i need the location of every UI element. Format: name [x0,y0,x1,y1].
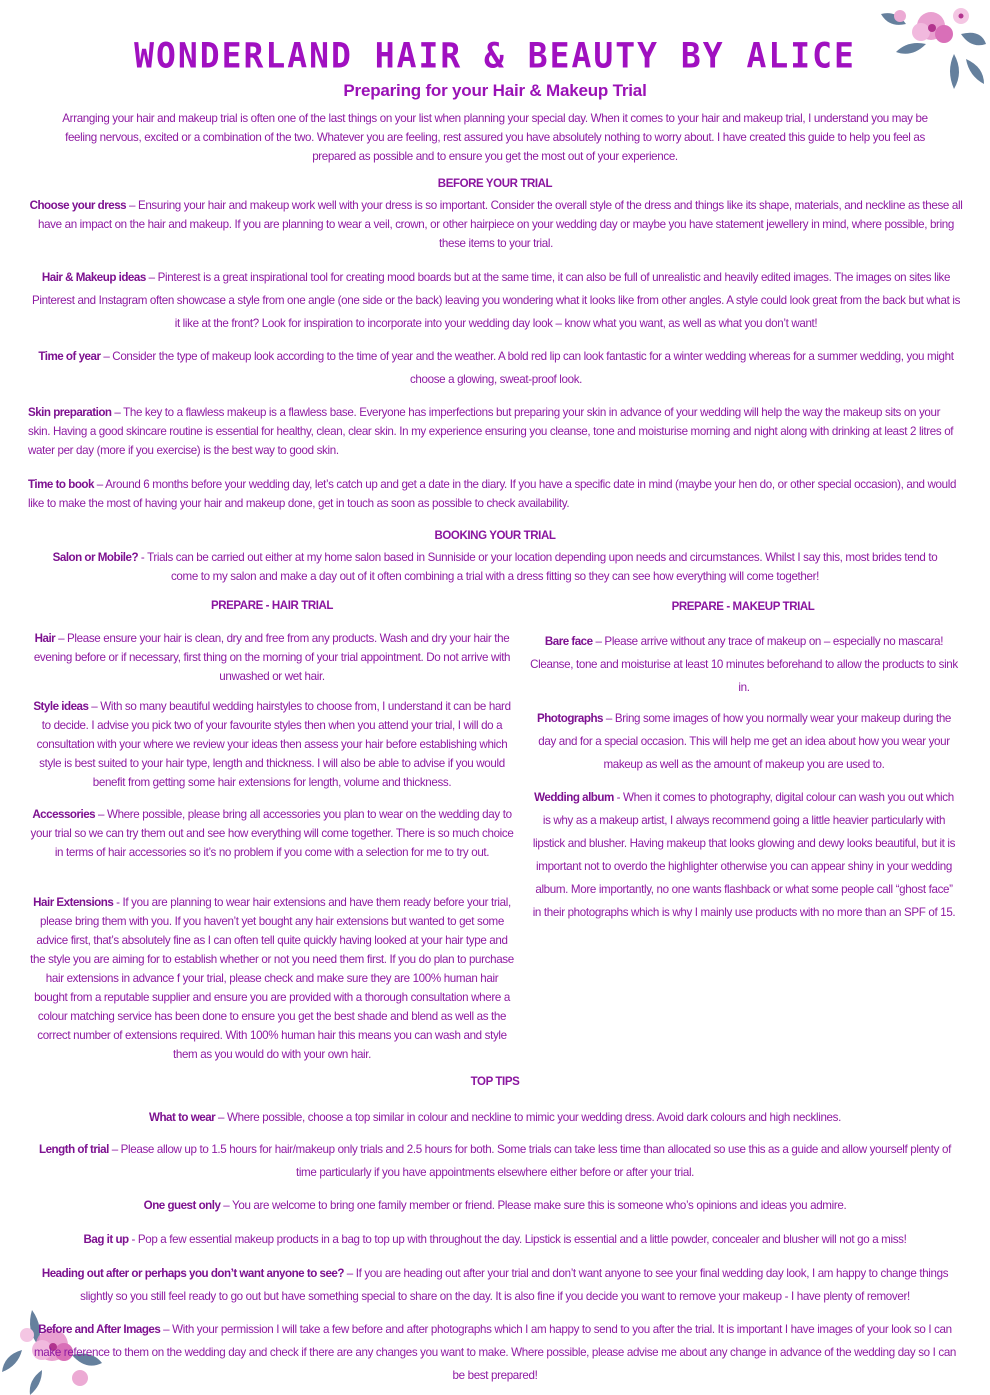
hair-item-label: Hair Extensions [33,896,114,909]
before-item-text: – Ensuring your hair and makeup work well with your dress is so important. Consider the overall style of the dress and things like its shape, materials, and neckline as these all have an impact on the hair and makeup. If you are planning to wear a veil, crown, or other hairpiece on your wedding day or maybe you have statement jewellery in mind, where possible, bring these items to your trial. [37,199,963,250]
brand-title: WONDERLAND HAIR & BEAUTY BY ALICE [134,35,856,76]
hair-item [28,805,516,862]
before-item [28,403,964,460]
makeup-trial-heading: PREPARE - MAKEUP TRIAL [671,601,815,613]
makeup-item [530,707,958,776]
makeup-item [530,630,958,699]
tip-item-text: - Pop a few essential makeup products in a bag to top up with throughout the day. Lipstick is essential and a little powder, concealer and blusher will not go a miss! [128,1233,907,1246]
hair-item-text: – Please ensure your hair is clean, dry and free from any products. Wash and dry your hair the evening before or if necessary, first thing on the morning of your trial appointment. Do not arrive with unwashed or wet hair. [33,632,511,683]
tip-item-text: – With your permission I will take a few before and after photographs which I am happy to send to you after the trial. It is important I have images of your look so I can make reference to them on the wedding day and check if there are any changes you want to make. Where possible, please advise me about any change in advance of the wedding day so I can be best prepared! [33,1323,957,1382]
before-trial-heading: BEFORE YOUR TRIAL [437,178,553,190]
top-tips-heading: TOP TIPS [470,1076,520,1088]
makeup-item-label: Photographs [536,712,603,725]
tip-item [28,1318,962,1387]
hair-trial-heading: PREPARE - HAIR TRIAL [210,600,334,612]
makeup-item [530,786,958,924]
before-item-text: – Consider the type of makeup look according to the time of year and the weather. A bold red lip can look fantastic for a winter wedding whereas for a summer wedding, you might choose a glowing, sweat-proof look. [100,350,954,386]
hair-item [28,893,516,1064]
tip-item-label: Before and After Images [38,1323,161,1336]
tip-item [28,1194,962,1217]
before-item-label: Time of year [38,350,101,363]
tip-item-label: One guest only [143,1199,221,1212]
page-subtitle: Preparing for your Hair & Makeup Trial [343,81,647,100]
before-item-label: Time to book [28,478,94,491]
hair-item-text: – With so many beautiful wedding hairstyles to choose from, I understand it can be hard to decide. I advise you pick two of your favourite styles then when you attend your trial, I will do a consultation with your where we review your ideas then assess your hair before establishing which style is best suited to your hair type, length and thickness. I will also be able to advise if you would benefit from getting some hair extensions for length, volume and thickness. [36,700,511,789]
tip-item-text: – Please allow up to 1.5 hours for hair/makeup only trials and 2.5 hours for both. Some trials can take less time than allocated so use this as a guide and allow yourself plenty of time particularly if you have appointments elsewhere either before or after your trial. [108,1143,951,1179]
booking-trial-heading: BOOKING YOUR TRIAL [434,530,556,542]
before-item [28,196,964,253]
before-item-label: Choose your dress [29,199,127,212]
tip-item-text: – You are welcome to bring one family member or friend. Please make sure this is someone who’s opinions and ideas you admire. [220,1199,847,1212]
tip-item [28,1262,962,1308]
booking-label: Salon or Mobile? [52,551,139,564]
makeup-item-text: - When it comes to photography, digital colour can wash you out which is why as a makeup artist, I always recommend going a little heavier particularly with lipstick and blusher. Having makeup that looks glowing and dewy looks beautiful, but it is important not to overdo the highlighter otherwise you can appear shiny in your wedding album. More importantly, no one wants flashback or what some people call “ghost face” in their photographs which is why I mainly use products with no more than an SPF of 15. [532,791,956,919]
before-item-text: – Around 6 months before your wedding day, let’s catch up and get a date in the diary. If you have a specific date in mind (maybe your hen do, or other special occasion), and would like to make the most of having your hair and makeup done, get in touch as soon as possible to check availability. [28,478,957,510]
before-item [28,475,964,513]
before-item [28,266,964,335]
before-item-label: Skin preparation [28,406,112,419]
booking-paragraph [40,548,950,586]
intro-paragraph: Arranging your hair and makeup trial is often one of the last things on your list when planning your special day. When it comes to your hair and makeup trial, I understand you may be feeling nervous, excited or a combination of the two. Whatever you are feeling, rest assured you have absolutely nothing to worry about. I have created this guide to help you feel as prepared as possible and to ensure you get the most out of your experience. [62,112,928,163]
tip-item-label: What to wear [149,1111,216,1124]
before-item-label: Hair & Makeup ideas [41,271,146,284]
makeup-item-label: Bare face [544,635,593,648]
tip-item [28,1138,962,1184]
makeup-item-text: – Please arrive without any trace of makeup on – especially no mascara! Cleanse, tone and moisturise at least 10 minutes beforehand to allow the products to sink in. [530,635,958,694]
makeup-item-label: Wedding album [534,791,614,804]
hair-item-label: Accessories [32,808,96,821]
tip-item-label: Length of trial [39,1143,109,1156]
hair-item-text: - If you are planning to wear hair extensions and have them ready before your trial, please bring them with you. If you haven’t yet bought any hair extensions but wanted to get some advice first, that’s absolutely fine as I can often tell quite quickly having looked at your hair type and the style you are aiming for to establish whether or not you need them first. If you do plan to purchase hair extensions in advance f your trial, please check and make sure they are 100% human hair bought from a reputable supplier and ensure you are provided with a thorough consultation where a colour matching service has been done to ensure you get the best shade and blend as well as the correct number of extensions required. With 100% human hair this means you can wash and style them as you would do with your own hair. [30,896,514,1061]
before-item [28,345,964,391]
hair-item-label: Style ideas [33,700,89,713]
tip-item-text: – Where possible, choose a top similar in colour and neckline to mimic your wedding dress. Avoid dark colours and high necklines. [215,1111,841,1124]
hair-item [28,697,516,792]
tip-item [28,1228,962,1251]
tip-item-label: Bag it up [83,1233,129,1246]
hair-item-label: Hair [34,632,56,645]
booking-text: - Trials can be carried out either at my home salon based in Sunniside or your location depending upon needs and circumstances. Whilst I say this, most brides tend to come to my salon and make a day out of it often combining a trial with a dress fitting so they can see how everything will come together! [138,551,938,583]
tip-item [28,1106,962,1129]
tip-item-label: Heading out after or perhaps you don’t want anyone to see? [41,1267,344,1280]
tip-item-text: – If you are heading out after your trial and don’t want anyone to see your final wedding day look, I am happy to change things slightly so you still feel ready to go out but have something special to share on the day. It is also fine if you decide you want to remove your makeup - I have plenty of remover! [80,1267,949,1303]
before-item-text: – The key to a flawless makeup is a flawless base. Everyone has imperfections but preparing your skin in advance of your wedding will help the way the makeup sits on your skin. Having a good skincare routine is essential for healthy, clean, clear skin. In my experience ensuring you cleanse, tone and moisturise morning and night along with drinking at least 2 litres of water per day (more if you exercise) is the best way to good skin. [28,406,954,457]
before-item-text: – Pinterest is a great inspirational tool for creating mood boards but at the same time, it can also be full of unrealistic and heavily edited images. The images on sites like Pinterest and Instagram often showcase a style from one angle (one side or the back) leaving you wondering what it looks like from other angles. A style could look great from the back but what is it like at the front? Look for inspiration to incorporate into your wedding day look – know what you want, as well as what you don’t want! [31,271,961,330]
hair-item [28,629,516,686]
hair-item-text: – Where possible, please bring all accessories you plan to wear on the wedding day to your trial so we can try them out and see how everything will come together. There is so much choice in terms of hair accessories so it’s no problem if you come with a selection for me to try out. [30,808,514,859]
makeup-item-text: – Bring some images of how you normally wear your makeup during the day and for a special occasion. This will help me get an idea about how you wear your makeup as well as the amount of makeup you are used to. [538,712,952,771]
